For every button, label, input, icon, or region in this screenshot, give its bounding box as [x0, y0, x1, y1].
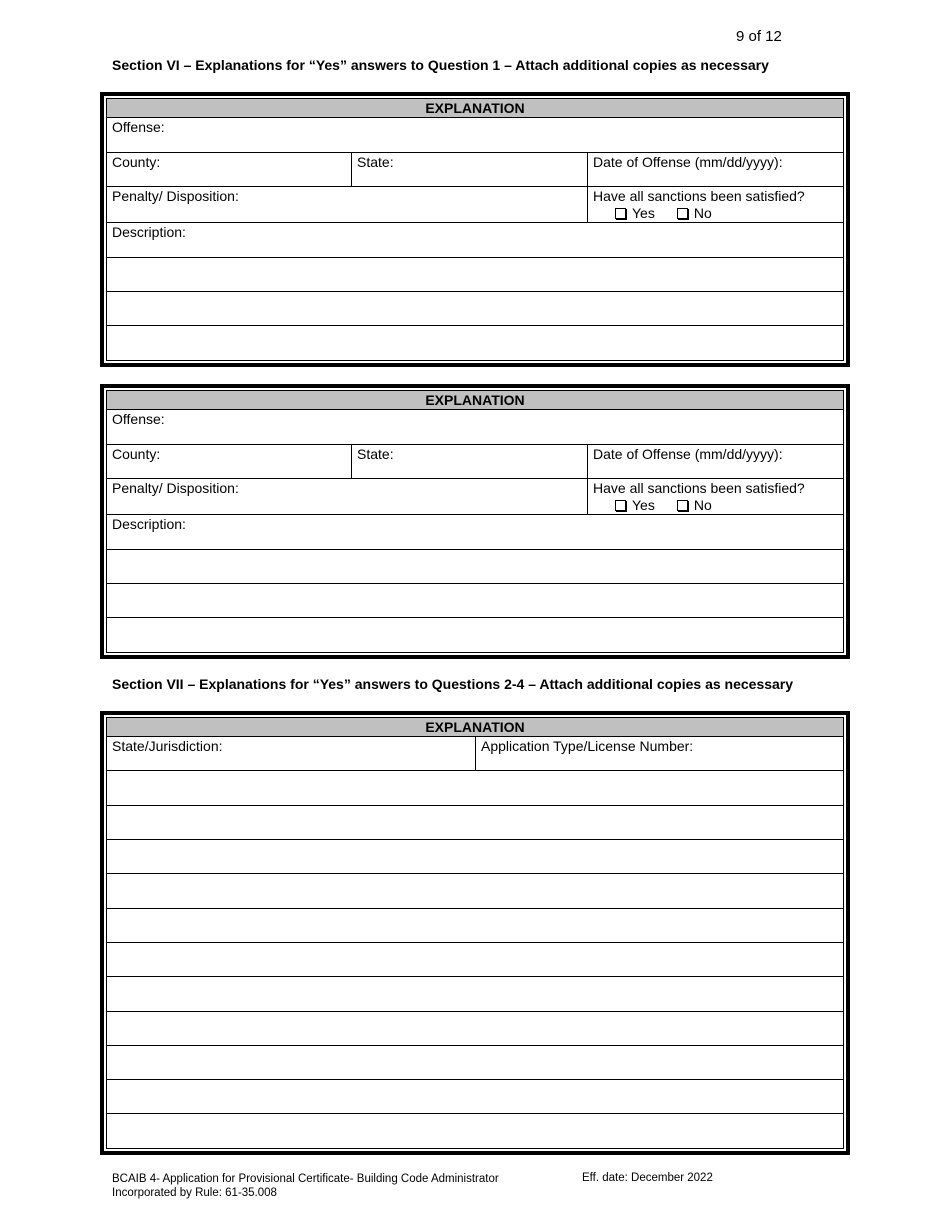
footer-form-title: BCAIB 4- Application for Provisional Certificate- Building Code Administrator: [112, 1173, 499, 1185]
sanctions-field: [587, 479, 843, 514]
explanation-line[interactable]: [107, 943, 843, 977]
footer-rule: Incorporated by Rule: 61-35.008: [112, 1187, 277, 1199]
application-type-label: Application Type/License Number:: [481, 738, 694, 754]
sanctions-yes-option[interactable]: [615, 205, 655, 221]
description-line[interactable]: [107, 584, 843, 618]
explanation-line[interactable]: [107, 1012, 843, 1046]
sanctions-no-option[interactable]: [677, 497, 712, 513]
yes-label: Yes: [632, 205, 655, 221]
footer: [112, 1172, 499, 1200]
no-checkbox[interactable]: [677, 500, 688, 511]
description-line[interactable]: [107, 258, 843, 292]
county-field[interactable]: [107, 153, 351, 186]
penalty-row: [107, 187, 843, 223]
no-label: No: [693, 205, 712, 221]
offense-row: [107, 410, 843, 445]
sanctions-no-option[interactable]: [677, 205, 712, 221]
penalty-field[interactable]: [107, 479, 587, 514]
explanation-line[interactable]: [107, 1080, 843, 1114]
state-field[interactable]: [351, 153, 587, 186]
offense-row: [107, 118, 843, 153]
county-state-date-row: [107, 445, 843, 479]
date-of-offense-field[interactable]: [587, 153, 843, 186]
date-of-offense-field[interactable]: [587, 445, 843, 478]
state-label: State:: [357, 154, 394, 170]
county-field[interactable]: [107, 445, 351, 478]
section-vii-heading: Section VII – Explanations for “Yes” answers to Questions 2-4 – Attach additional copies as necessary: [112, 676, 794, 692]
explanation-line[interactable]: [107, 771, 843, 806]
yes-checkbox[interactable]: [615, 208, 626, 219]
penalty-label: Penalty/ Disposition:: [112, 480, 239, 496]
state-label: State:: [357, 446, 394, 462]
description-line[interactable]: [107, 550, 843, 584]
application-type-field[interactable]: [475, 737, 843, 770]
description-line[interactable]: [107, 326, 843, 360]
yes-label: Yes: [632, 497, 655, 513]
county-label: County:: [112, 446, 161, 462]
penalty-field[interactable]: [107, 187, 587, 222]
penalty-row: [107, 479, 843, 515]
explanation-line[interactable]: [107, 806, 843, 840]
description-field[interactable]: [107, 515, 843, 549]
county-state-date-row: [107, 153, 843, 187]
footer-eff-date: Eff. date: December 2022: [582, 1172, 713, 1184]
explanation-line[interactable]: [107, 840, 843, 874]
penalty-label: Penalty/ Disposition:: [112, 188, 239, 204]
state-jurisdiction-field[interactable]: [107, 737, 475, 770]
date-of-offense-label: Date of Offense (mm/dd/yyyy):: [593, 154, 783, 170]
description-field[interactable]: [107, 223, 843, 257]
offense-label: Offense:: [112, 119, 165, 135]
explanation-line[interactable]: [107, 1114, 843, 1148]
description-line[interactable]: [107, 618, 843, 652]
page-number: 9 of 12: [736, 28, 782, 45]
explanation-line[interactable]: [107, 1046, 843, 1080]
date-of-offense-label: Date of Offense (mm/dd/yyyy):: [593, 446, 783, 462]
explanation-header: EXPLANATION: [107, 99, 843, 118]
offense-field[interactable]: [107, 118, 843, 152]
description-label: Description:: [112, 224, 186, 240]
offense-label: Offense:: [112, 411, 165, 427]
offense-field[interactable]: [107, 410, 843, 444]
explanation-line[interactable]: [107, 874, 843, 909]
state-jurisdiction-label: State/Jurisdiction:: [112, 738, 223, 754]
explanation-line[interactable]: [107, 977, 843, 1012]
state-field[interactable]: [351, 445, 587, 478]
explanation-header: EXPLANATION: [107, 718, 843, 737]
yes-checkbox[interactable]: [615, 500, 626, 511]
explanation-line[interactable]: [107, 909, 843, 943]
no-label: No: [693, 497, 712, 513]
section-vi-heading: Section VI – Explanations for “Yes” answers to Question 1 – Attach additional copies as necessary: [112, 57, 769, 73]
description-line[interactable]: [107, 292, 843, 326]
explanation-block-3: [100, 711, 850, 1155]
county-label: County:: [112, 154, 161, 170]
sanctions-label: Have all sanctions been satisfied?: [593, 188, 805, 204]
sanctions-label: Have all sanctions been satisfied?: [593, 480, 805, 496]
sanctions-yes-option[interactable]: [615, 497, 655, 513]
description-label: Description:: [112, 516, 186, 532]
sanctions-field: [587, 187, 843, 222]
explanation-header: EXPLANATION: [107, 391, 843, 410]
description-row: [107, 515, 843, 550]
description-row: [107, 223, 843, 258]
jurisdiction-row: [107, 737, 843, 771]
explanation-block-1: [100, 92, 850, 367]
explanation-block-2: [100, 384, 850, 659]
no-checkbox[interactable]: [677, 208, 688, 219]
